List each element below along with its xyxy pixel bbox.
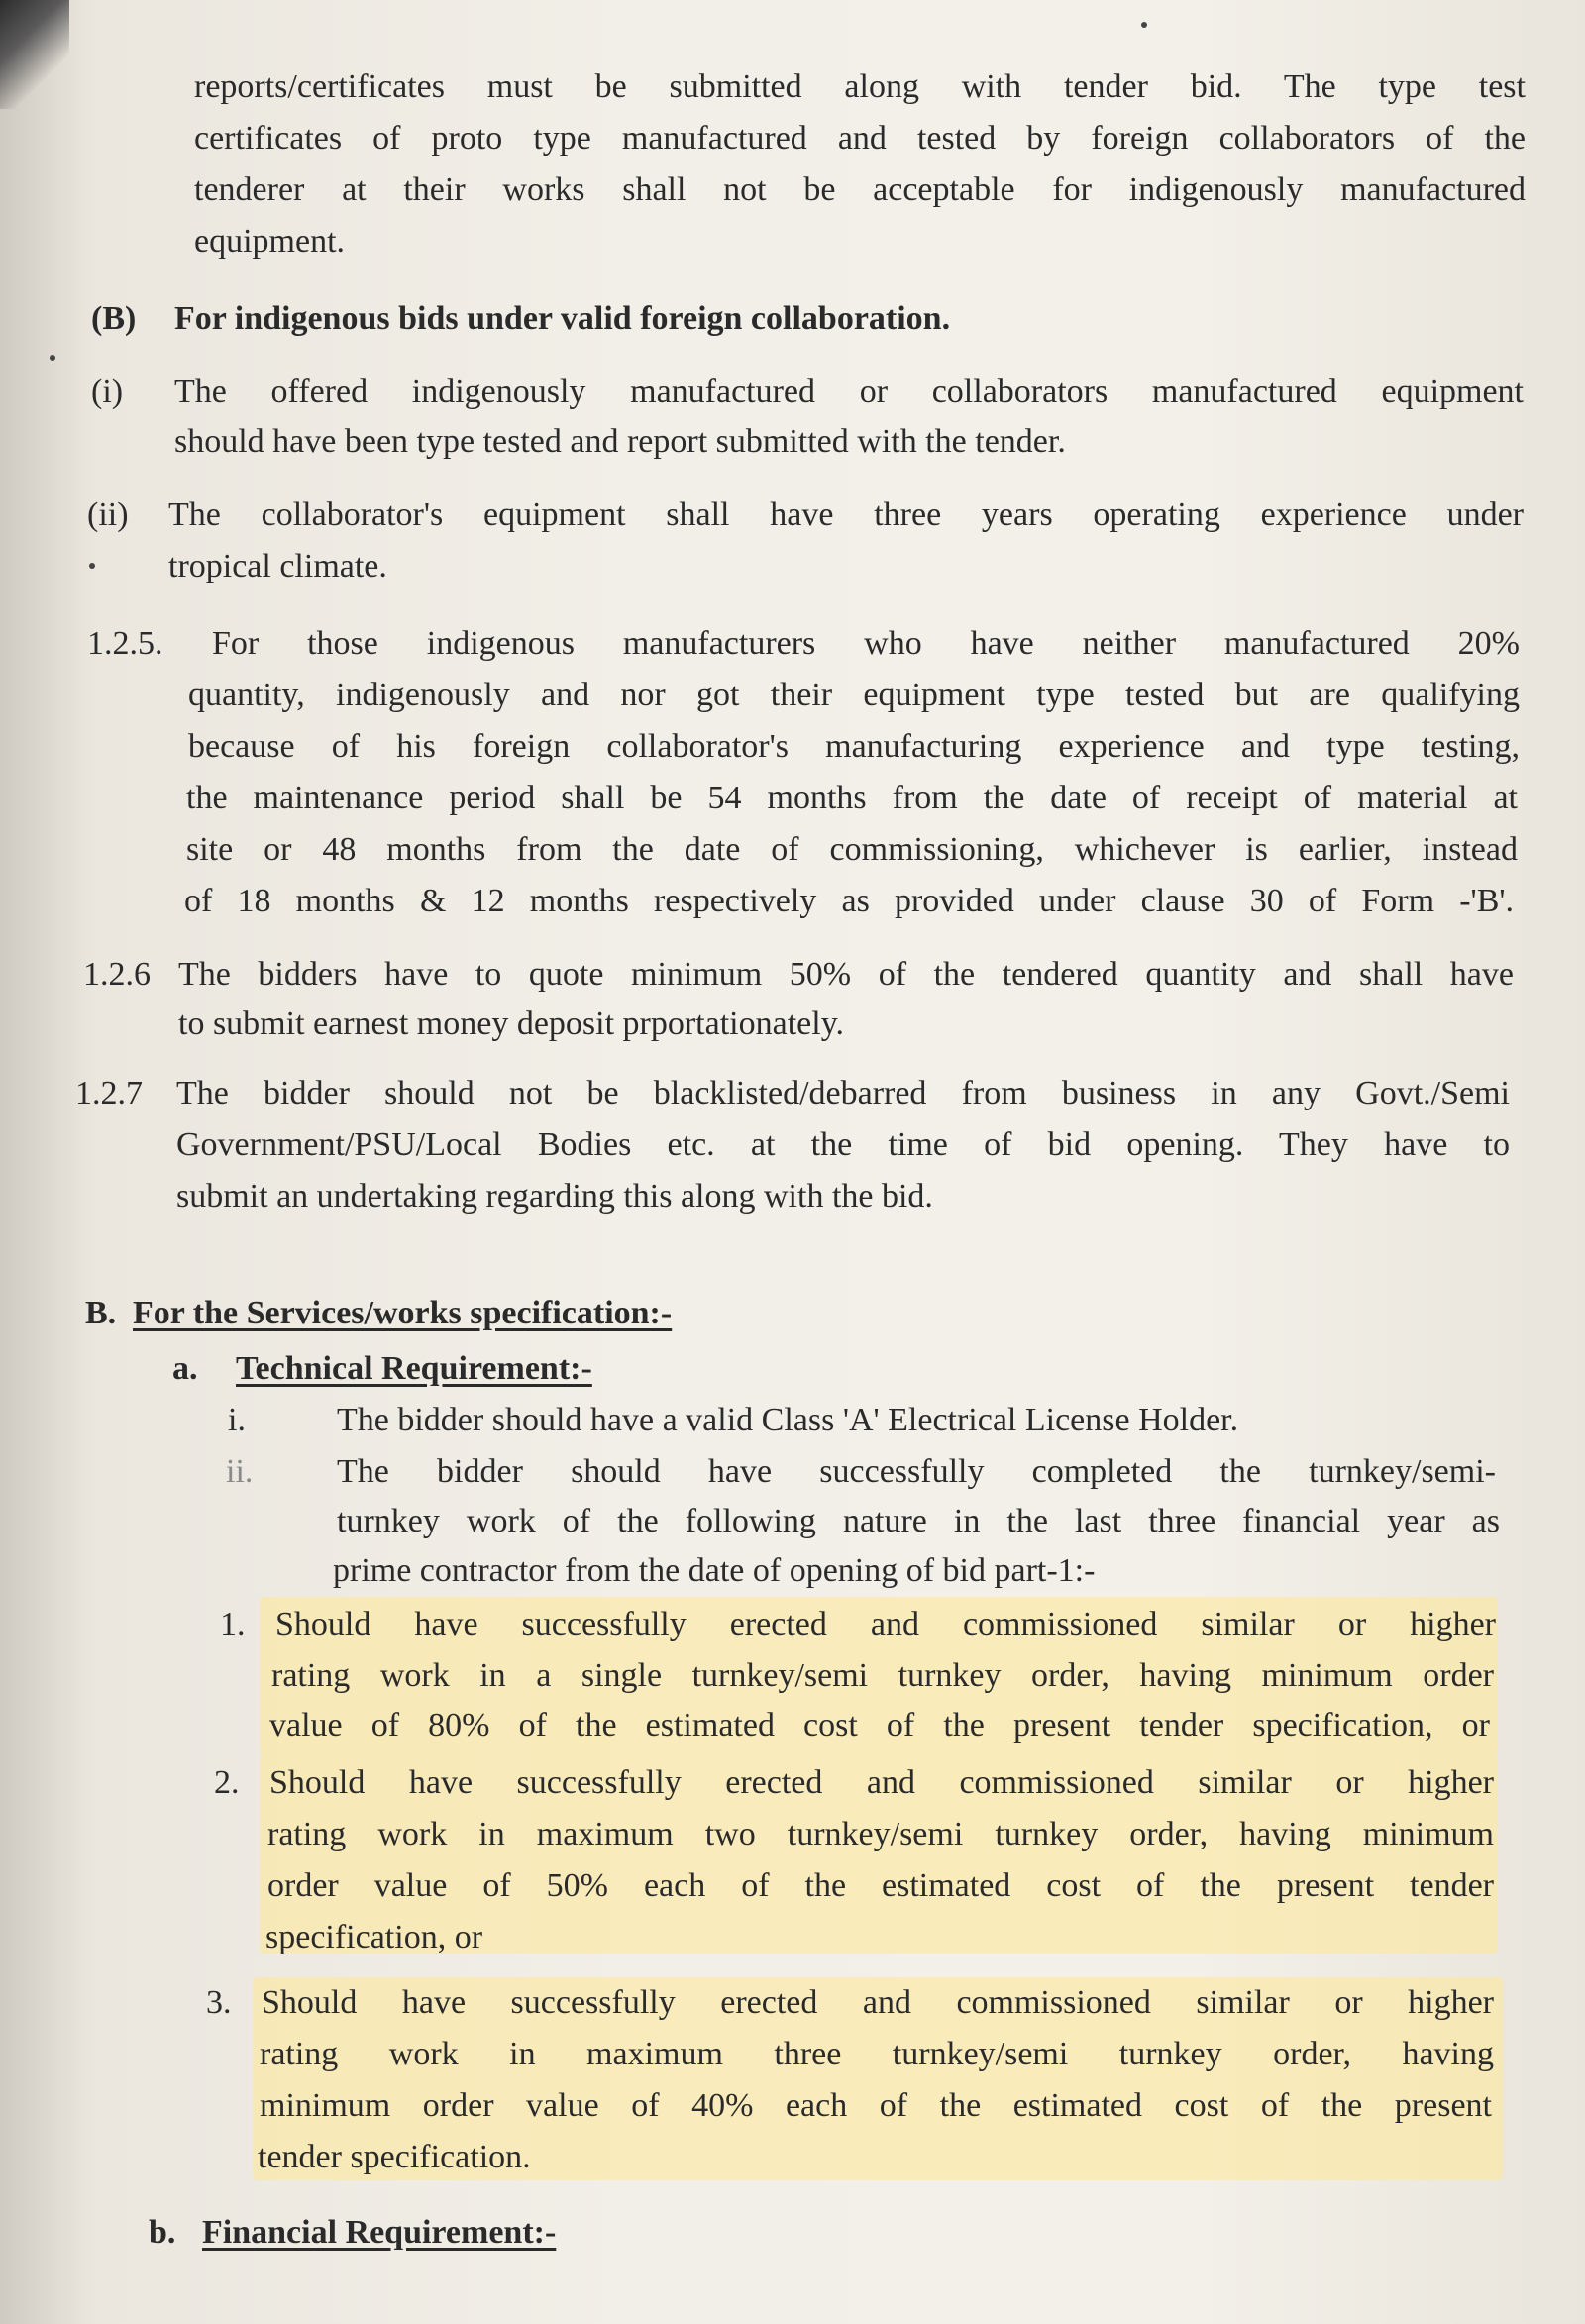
section-label: B.	[85, 1295, 117, 1331]
clause-number: 1.2.5.	[87, 625, 163, 662]
subsection-heading: Financial Requirement:-	[202, 2214, 557, 2251]
paragraph-line: Should have successfully erected and commissioned similar or higher	[269, 1764, 1494, 1801]
speck	[1141, 22, 1147, 28]
paragraph-line: equipment.	[194, 223, 346, 260]
paragraph-line: reports/certificates must be submitted along with tender bid. The type test	[194, 68, 1526, 105]
paragraph-line: should have been type tested and report submitted with the tender.	[174, 423, 1066, 460]
subsection-heading: Technical Requirement:-	[236, 1350, 592, 1387]
paragraph-line: of 18 months & 12 months respectively as provided under clause 30 of Form -'B'.	[184, 883, 1514, 919]
paragraph-line: prime contractor from the date of opening of bid part-1:-	[333, 1552, 1096, 1589]
paragraph-line: The bidder should not be blacklisted/debarred from business in any Govt./Semi	[176, 1075, 1510, 1111]
paragraph-line: quantity, indigenously and nor got their equipment type tested but are qualifying	[188, 677, 1520, 713]
clause-number: 1.2.6	[83, 956, 151, 993]
item-label: (i)	[91, 373, 124, 410]
item-label: ii.	[226, 1453, 254, 1490]
paragraph-line: rating work in a single turnkey/semi turnkey order, having minimum order	[271, 1657, 1494, 1694]
paragraph-line: certificates of proto type manufactured and tested by foreign collaborators of the	[194, 120, 1526, 157]
item-label: (ii)	[87, 496, 129, 533]
paragraph-line: minimum order value of 40% each of the estimated cost of the present	[260, 2087, 1492, 2124]
subsection-label: a.	[172, 1350, 198, 1387]
paragraph-line: Government/PSU/Local Bodies etc. at the time of bid opening. They have to	[176, 1126, 1510, 1163]
paragraph-line: submit an undertaking regarding this along with the bid.	[176, 1178, 933, 1215]
paragraph-line: Should have successfully erected and commissioned similar or higher	[275, 1606, 1496, 1642]
section-heading: For indigenous bids under valid foreign collaboration.	[174, 300, 951, 337]
page-fold-shadow	[0, 0, 69, 109]
paragraph-line: rating work in maximum two turnkey/semi turnkey order, having minimum	[267, 1816, 1494, 1852]
paragraph-line: site or 48 months from the date of commissioning, whichever is earlier, instead	[186, 831, 1518, 868]
numbered-label: 3.	[206, 1984, 232, 2021]
section-label: (B)	[91, 300, 137, 337]
section-heading: For the Services/works specification:-	[133, 1295, 673, 1331]
numbered-label: 1.	[220, 1606, 246, 1642]
item-label: i.	[228, 1402, 246, 1438]
paragraph-line: order value of 50% each of the estimated cost of the present tender	[267, 1867, 1494, 1904]
paragraph-line: Should have successfully erected and commissioned similar or higher	[262, 1984, 1494, 2021]
paragraph-line: tenderer at their works shall not be acceptable for indigenously manufactured	[194, 171, 1526, 208]
paragraph-line: The bidder should have a valid Class 'A' Electrical License Holder.	[337, 1402, 1239, 1438]
speck	[50, 355, 55, 361]
paragraph-line: The bidders have to quote minimum 50% of the tendered quantity and shall have	[178, 956, 1514, 993]
paragraph-line: turnkey work of the following nature in the last three financial year as	[337, 1503, 1500, 1539]
paragraph-line: the maintenance period shall be 54 months from the date of receipt of material at	[186, 780, 1518, 816]
paragraph-line: tender specification.	[258, 2139, 531, 2175]
numbered-label: 2.	[214, 1764, 240, 1801]
paragraph-line: The collaborator's equipment shall have three years operating experience under	[168, 496, 1524, 533]
paragraph-line: tropical climate.	[168, 548, 387, 584]
paragraph-line: value of 80% of the estimated cost of the present tender specification, or	[269, 1707, 1490, 1743]
paragraph-line: to submit earnest money deposit prportationately.	[178, 1005, 844, 1042]
paragraph-line: rating work in maximum three turnkey/semi turnkey order, having	[260, 2036, 1494, 2072]
paragraph-line: specification, or	[265, 1919, 483, 1955]
speck	[89, 563, 95, 569]
paragraph-line: The offered indigenously manufactured or collaborators manufactured equipment	[174, 373, 1524, 410]
paragraph-line: For those indigenous manufacturers who have neither manufactured 20%	[212, 625, 1520, 662]
subsection-label: b.	[149, 2214, 176, 2251]
paragraph-line: The bidder should have successfully completed the turnkey/semi-	[337, 1453, 1496, 1490]
clause-number: 1.2.7	[75, 1075, 143, 1111]
paragraph-line: because of his foreign collaborator's manufacturing experience and type testing,	[188, 728, 1520, 765]
